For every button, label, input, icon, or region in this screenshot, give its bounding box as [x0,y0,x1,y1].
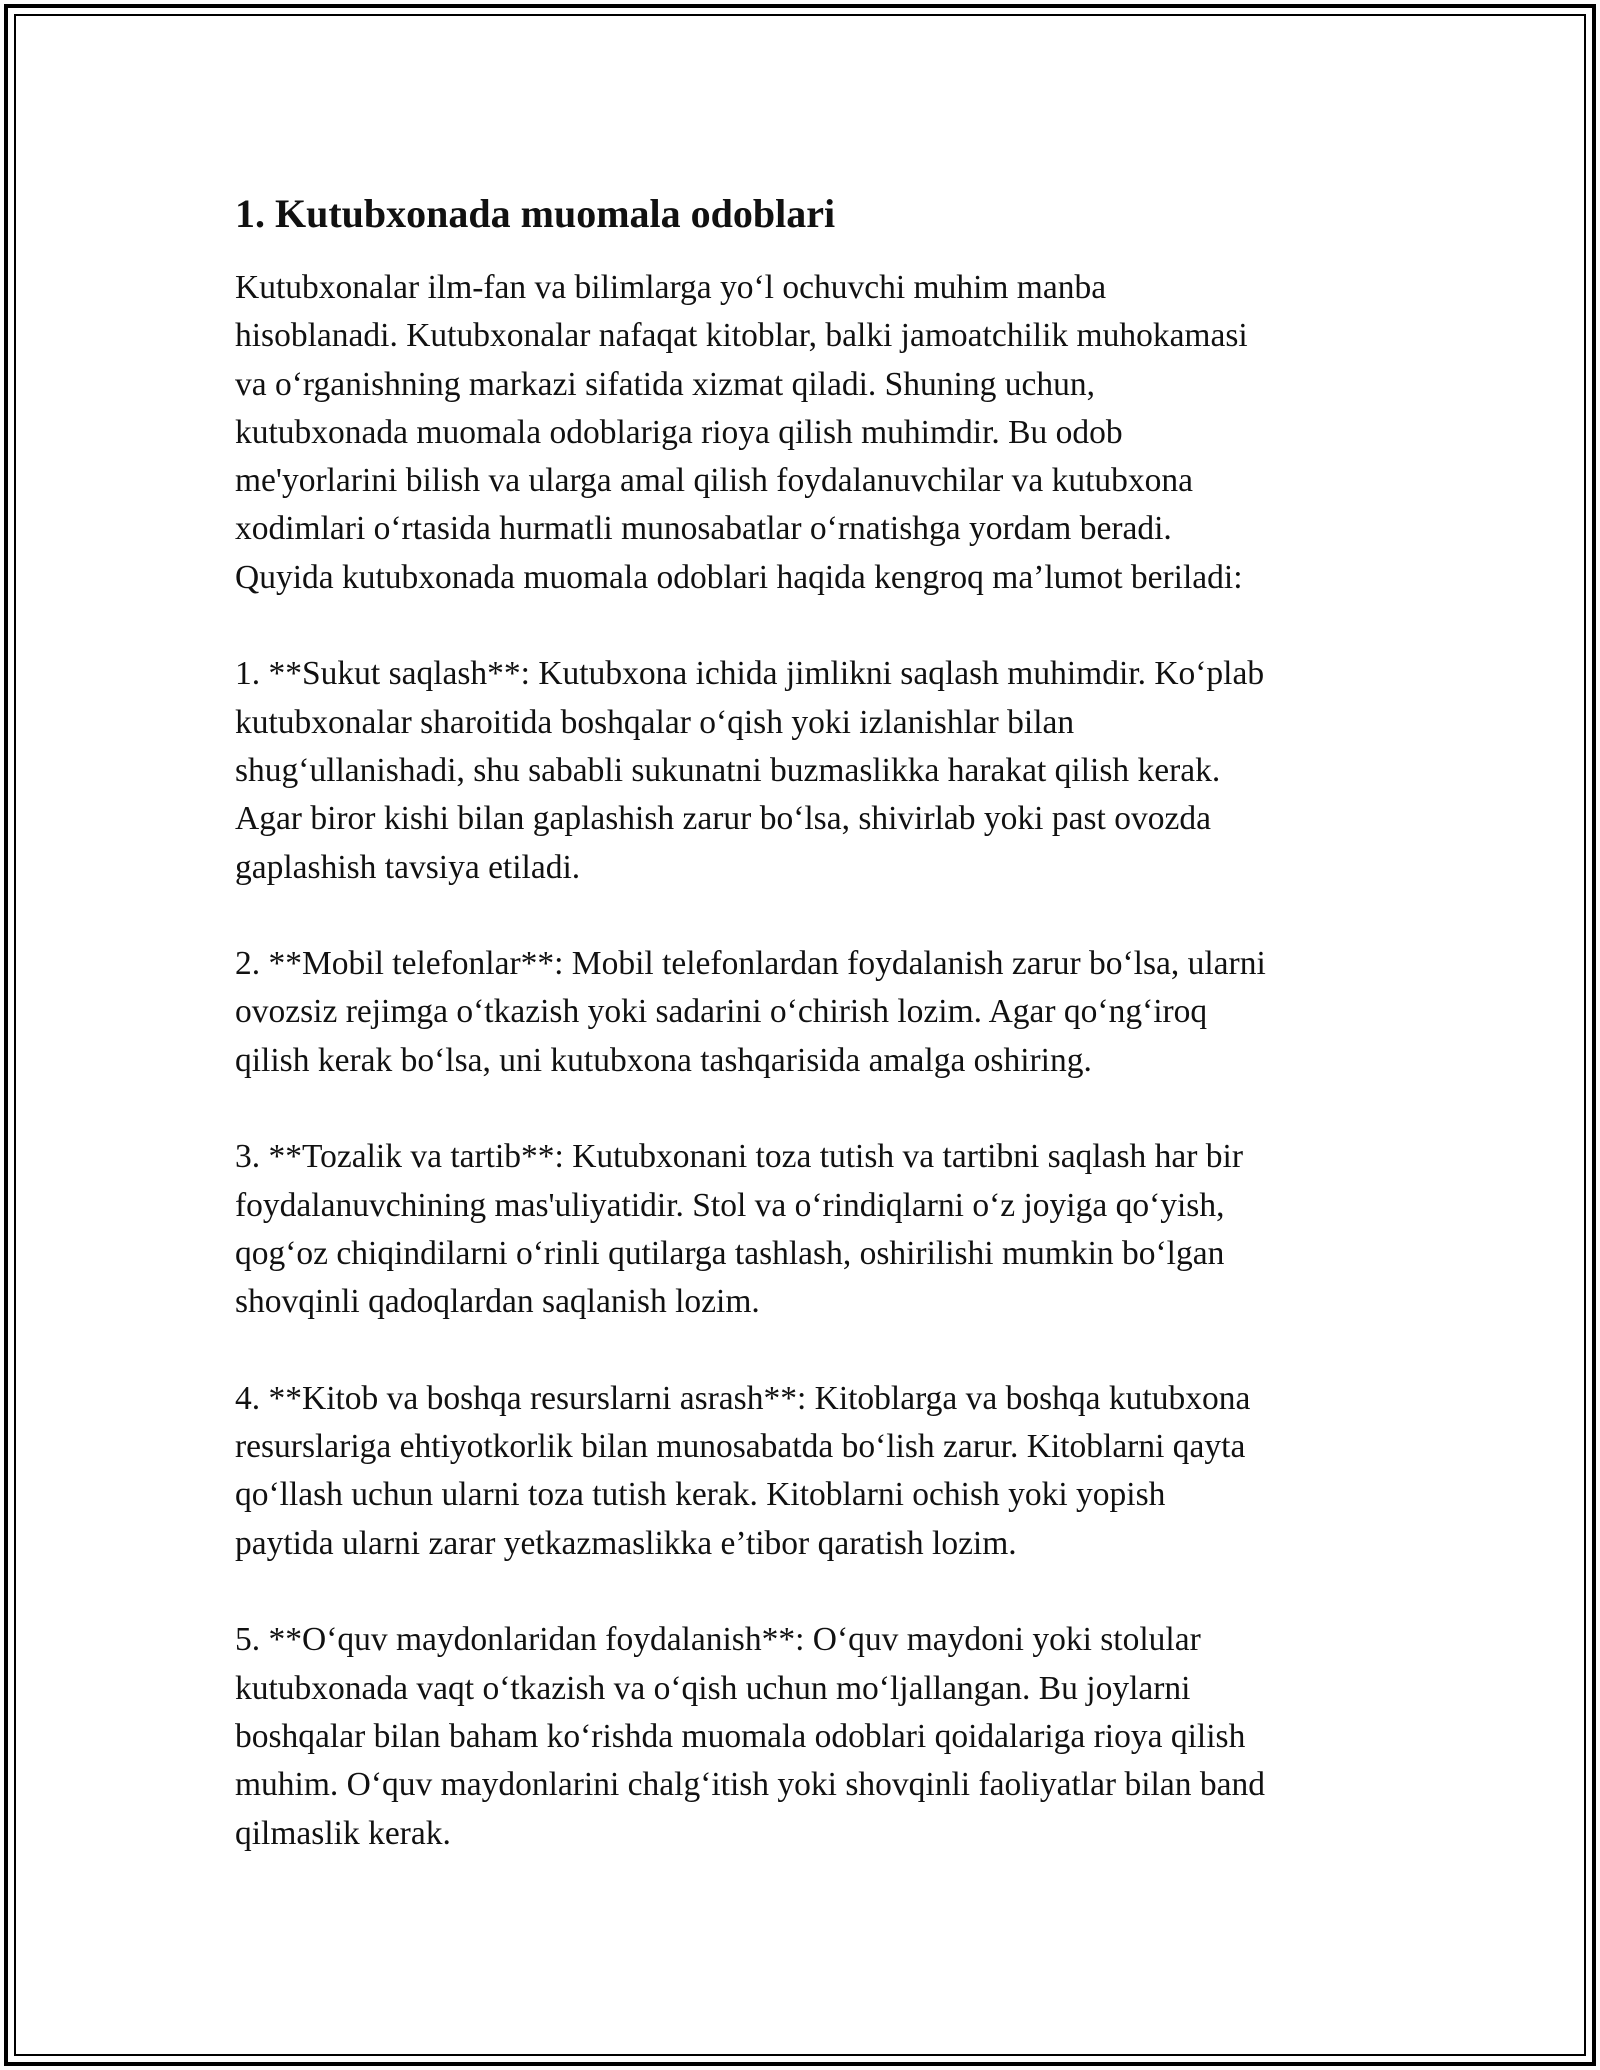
paragraph-line: xodimlari o‘rtasida hurmatli munosabatlar o‘rnatishga yordam beradi. [235,510,1172,548]
paragraph-line: 3. **Tozalik va tartib**: Kutubxonani toza tutish va tartibni saqlash har bir [235,1138,1244,1176]
paragraph-line: shovqinli qadoqlardan saqlanish lozim. [235,1283,760,1321]
rule-silence-paragraph [235,650,1375,891]
document-body [235,186,1375,1906]
document-title: 1. Kutubxonada muomala odoblari [235,191,836,236]
paragraph-line: me'yorlarini bilish va ularga amal qilish foydalanuvchilar va kutubxona [235,462,1194,500]
paragraph-line: 5. **O‘quv maydonlaridan foydalanish**: O‘quv maydoni yoki stolular [235,1621,1201,1659]
paragraph-line: Quyida kutubxonada muomala odoblari haqida kengroq ma’lumot beriladi: [235,558,1243,596]
paragraph-line: 2. **Mobil telefonlar**: Mobil telefonlardan foydalanish zarur bo‘lsa, ularni [235,945,1266,983]
paragraph-line: kutubxonada vaqt o‘tkazish va o‘qish uchun mo‘ljallangan. Bu joylarni [235,1669,1191,1707]
rule-resources-paragraph [235,1375,1375,1568]
paragraph-line: hisoblanadi. Kutubxonalar nafaqat kitoblar, balki jamoatchilik muhokamasi [235,317,1248,355]
paragraph-line: paytida ularni zarar yetkazmaslikka e’tibor qaratish lozim. [235,1524,1017,1562]
rule-cleanliness-paragraph [235,1133,1375,1326]
intro-paragraph [235,264,1375,602]
paragraph-line: va o‘rganishning markazi sifatida xizmat qiladi. Shuning uchun, [235,365,1095,403]
paragraph-line: kutubxonada muomala odoblariga rioya qilish muhimdir. Bu odob [235,413,1123,451]
paragraph-line: resurslariga ehtiyotkorlik bilan munosabatda bo‘lish zarur. Kitoblarni qayta [235,1428,1246,1466]
paragraph-line: muhim. O‘quv maydonlarini chalg‘itish yoki shovqinli faoliyatlar bilan band [235,1766,1265,1804]
paragraph-line: Kutubxonalar ilm-fan va bilimlarga yo‘l ochuvchi muhim manba [235,269,1107,306]
paragraph-line: 4. **Kitob va boshqa resurslarni asrash**: Kitoblarga va boshqa kutubxona [235,1379,1251,1417]
paragraph-line: Agar biror kishi bilan gaplashish zarur bo‘lsa, shivirlab yoki past ovozda [235,800,1211,838]
paragraph-line: gaplashish tavsiya etiladi. [235,848,581,886]
paragraph-line: kutubxonalar sharoitida boshqalar o‘qish yoki izlanishlar bilan [235,703,1075,741]
paragraph-line: qo‘llash uchun ularni toza tutish kerak. Kitoblarni ochish yoki yopish [235,1476,1166,1514]
paragraph-line: shug‘ullanishadi, shu sababli sukunatni buzmaslikka harakat qilish kerak. [235,751,1221,789]
paragraph-line: ovozsiz rejimga o‘tkazish yoki sadarini o‘chirish lozim. Agar qo‘ng‘iroq [235,993,1208,1031]
paragraph-line: qilmaslik kerak. [235,1814,451,1852]
paragraph-line: qilish kerak bo‘lsa, uni kutubxona tashqarisida amalga oshiring. [235,1041,1092,1079]
rule-mobile-phones-paragraph [235,940,1375,1085]
paragraph-line: foydalanuvchining mas'uliyatidir. Stol va o‘rindiqlarni o‘z joyiga qo‘yish, [235,1186,1225,1224]
paragraph-line: 1. **Sukut saqlash**: Kutubxona ichida jimlikni saqlash muhimdir. Ko‘plab [235,655,1265,693]
rule-study-areas-paragraph [235,1616,1375,1857]
paragraph-line: boshqalar bilan baham ko‘rishda muomala odoblari qoidalariga rioya qilish [235,1717,1246,1755]
paragraph-line: qog‘oz chiqindilarni o‘rinli qutilarga tashlash, oshirilishi mumkin bo‘lgan [235,1234,1225,1272]
